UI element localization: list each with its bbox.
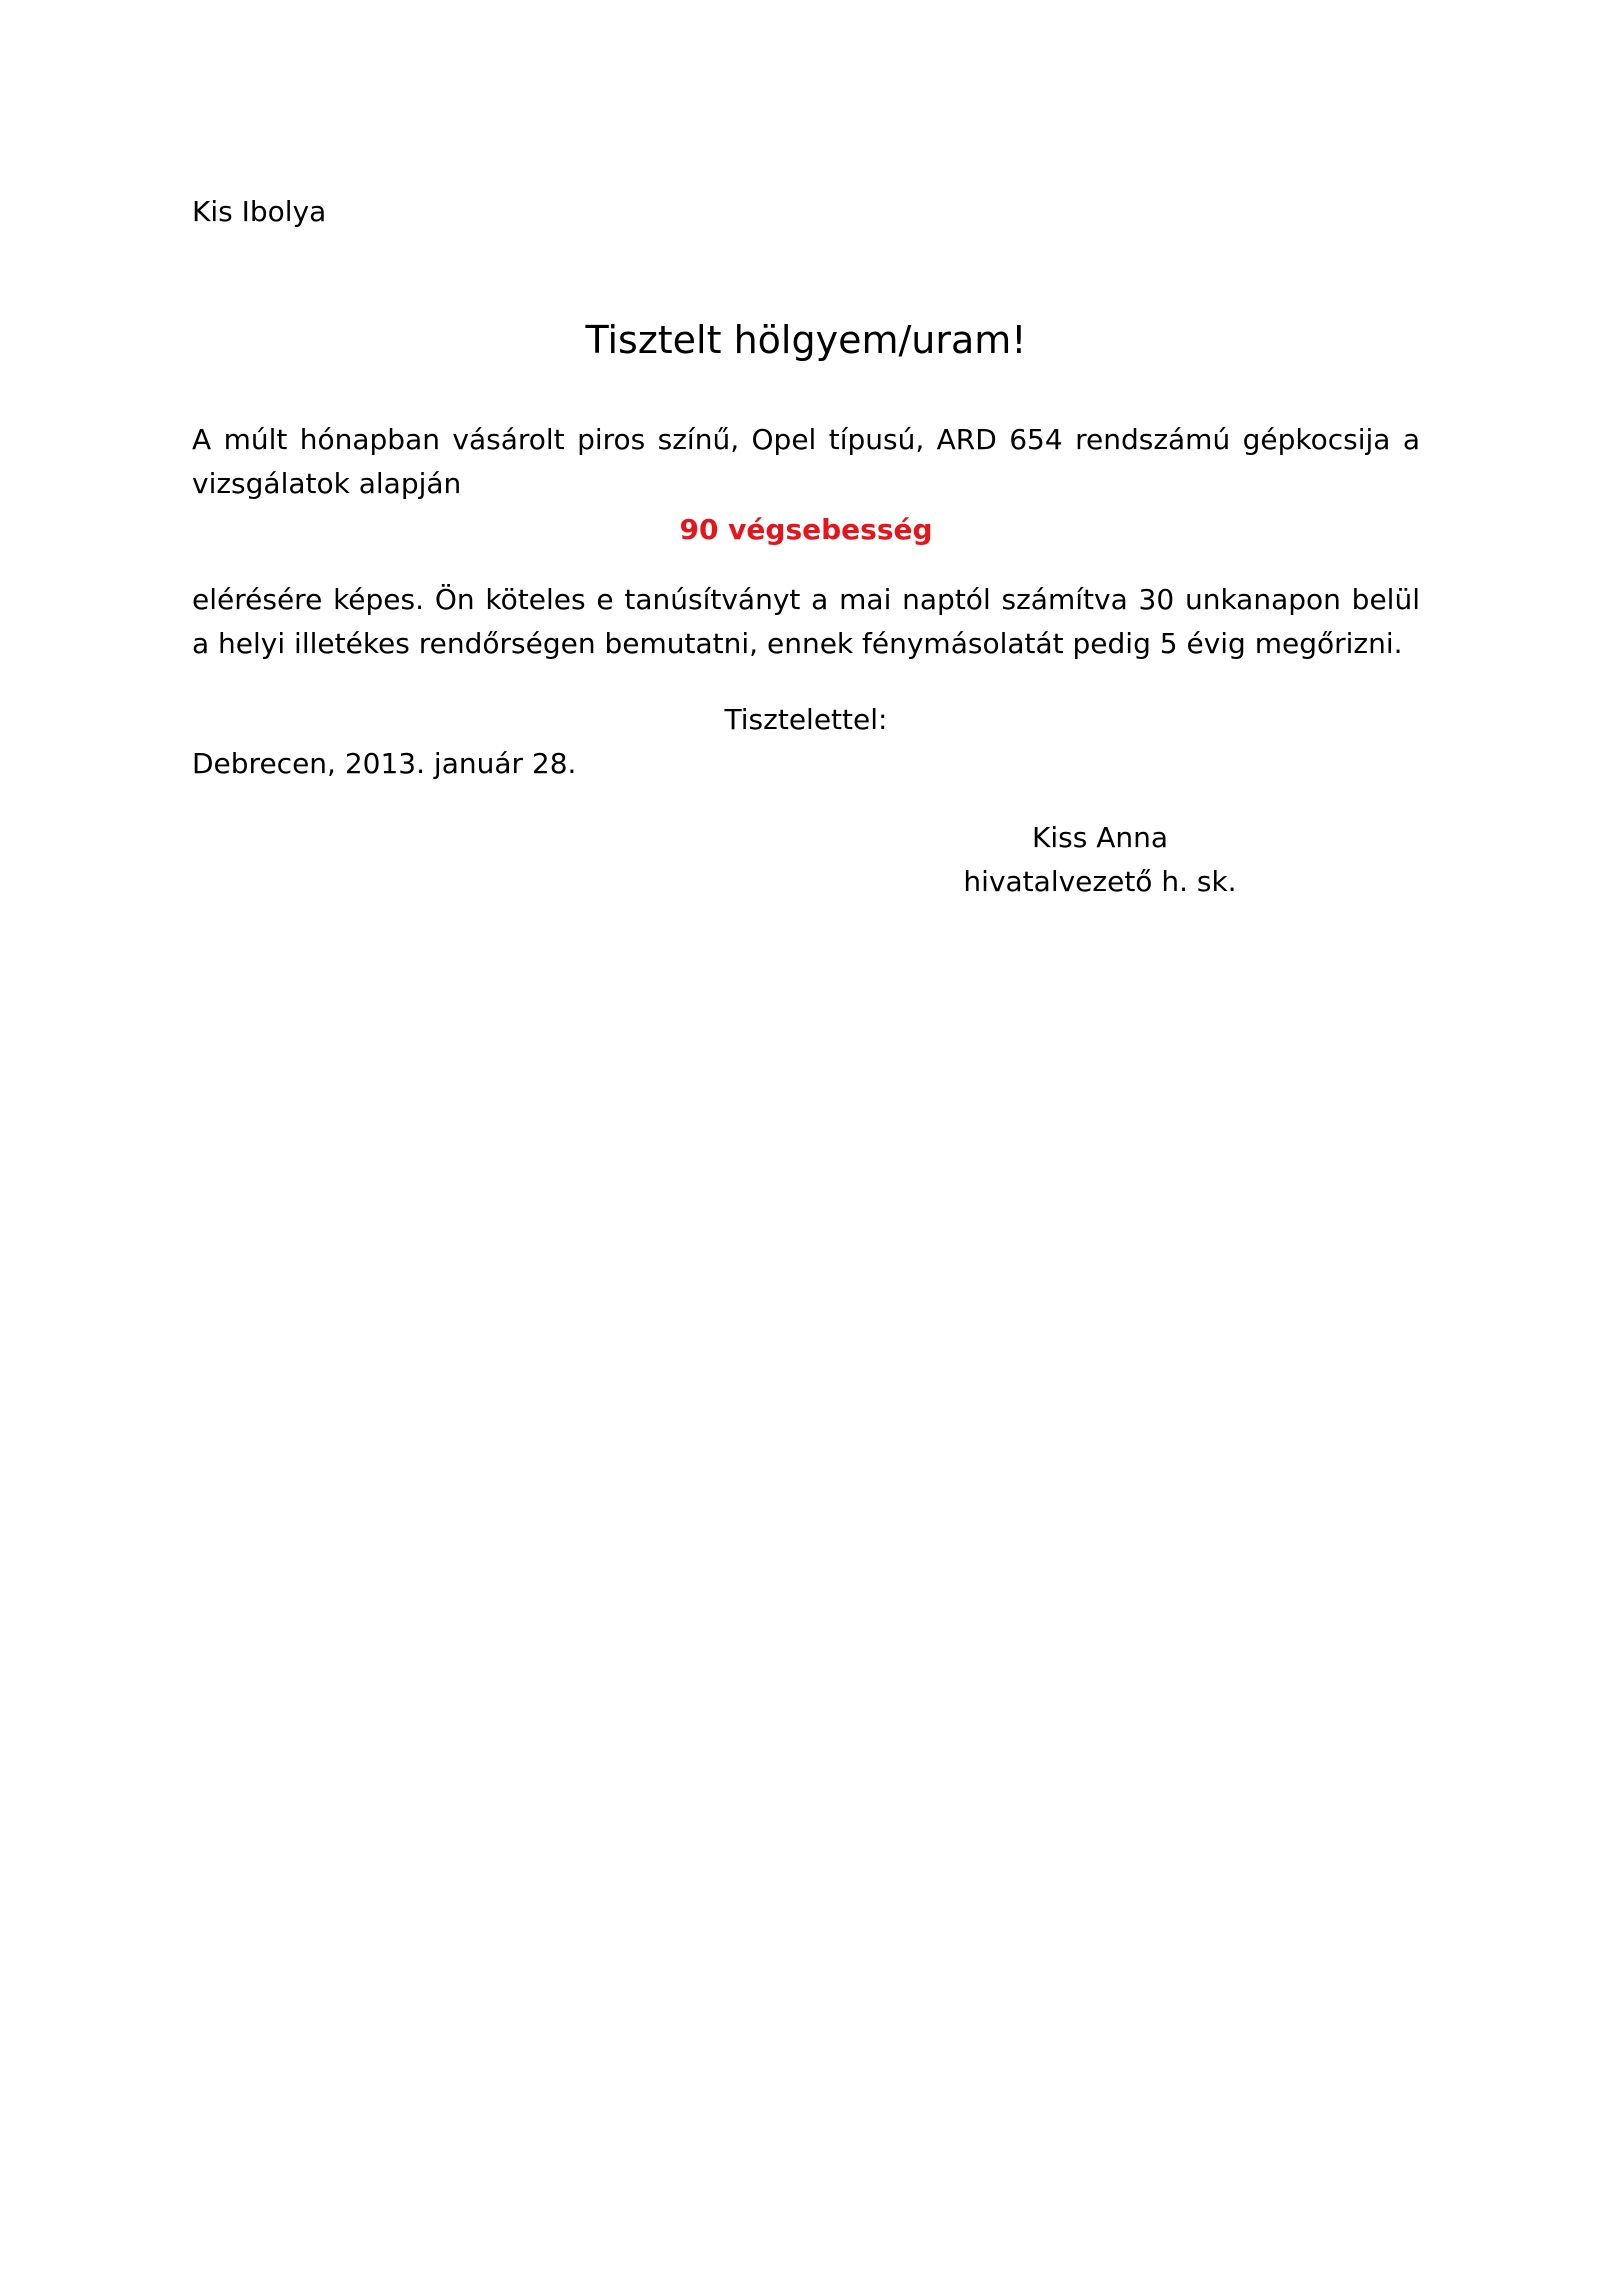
closing-phrase: Tisztelettel: <box>724 703 888 736</box>
speed-highlight: 90 végsebesség <box>679 513 933 546</box>
body-paragraph-2: elérésére képes. Ön köteles e tanúsítványt a mai naptól számítva 30 unkanapon belül a helyi illetékes rendőrségen bemutatni, ennek fénymásolatát pedig 5 évig megőrizni. <box>192 583 1420 660</box>
signer-name: Kiss Anna <box>1031 821 1169 854</box>
salutation-heading: Tisztelt hölgyem/uram! <box>585 318 1027 362</box>
signer-title: hivatalvezető h. sk. <box>963 865 1237 898</box>
place-and-date: Debrecen, 2013. január 28. <box>192 747 577 780</box>
body-paragraph-1: A múlt hónapban vásárolt piros színű, Opel típusú, ARD 654 rendszámú gépkocsija a vizsgálatok alapján <box>192 423 1420 500</box>
recipient-name: Kis Ibolya <box>192 195 327 228</box>
